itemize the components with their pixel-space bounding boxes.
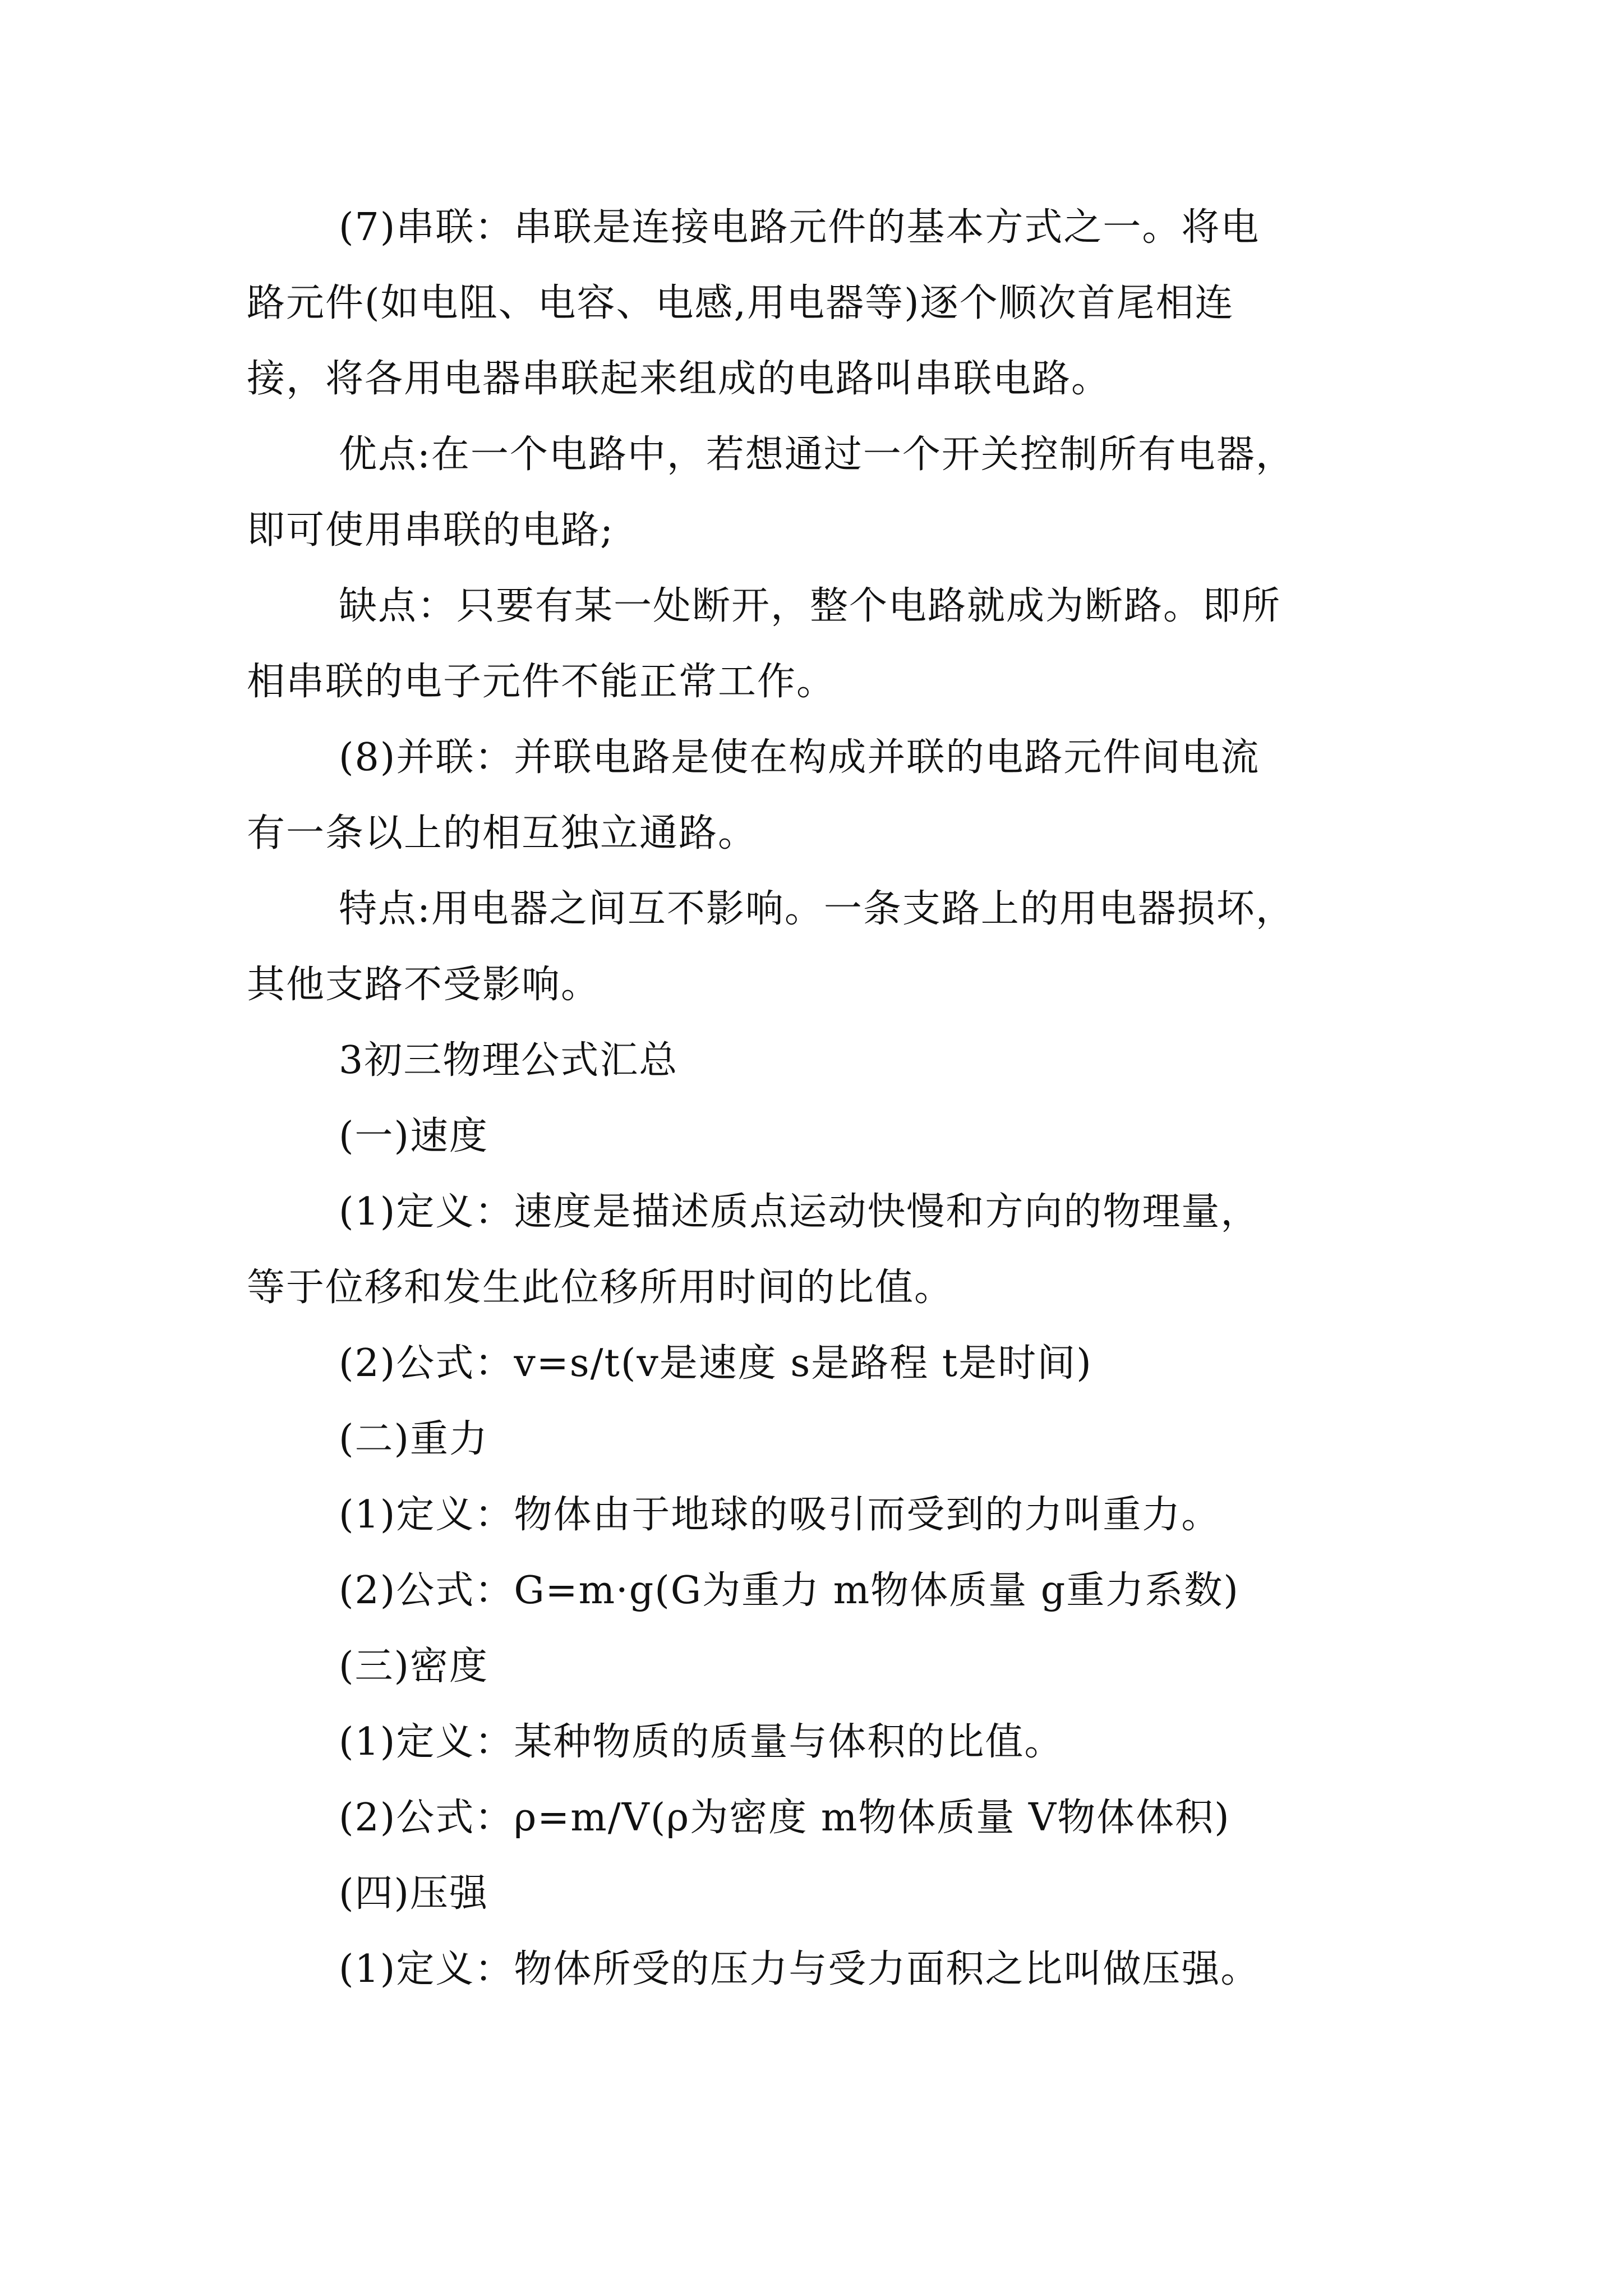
text-line: (7)串联：串联是连接电路元件的基本方式之一。将电 <box>339 205 1260 250</box>
text-line: 等于位移和发生此位移所用时间的比值。 <box>247 1266 954 1310</box>
text-line: (1)定义：物体由于地球的吸引而受到的力叫重力。 <box>339 1493 1221 1537</box>
formula-line: (2)公式：G=m·g(G为重力 m物体质量 g重力系数) <box>339 1568 1239 1613</box>
section-heading: 3初三物理公式汇总 <box>339 1038 679 1083</box>
text-line: (1)定义：某种物质的质量与体积的比值。 <box>339 1720 1064 1764</box>
text-line: (8)并联：并联电路是使在构成并联的电路元件间电流 <box>339 735 1260 780</box>
text-line: (1)定义：速度是描述质点运动快慢和方向的物理量， <box>339 1190 1260 1234</box>
text-line: (1)定义：物体所受的压力与受力面积之比叫做压强。 <box>339 1947 1260 1991</box>
text-line: 接，将各用电器串联起来组成的电路叫串联电路。 <box>247 357 1111 401</box>
text-line: 缺点：只要有某一处断开，整个电路就成为断路。即所 <box>339 584 1281 628</box>
text-line: 优点:在一个电路中，若想通过一个开关控制所有电器， <box>339 432 1295 477</box>
text-line: 有一条以上的相互独立通路。 <box>247 811 758 855</box>
text-line: 特点:用电器之间互不影响。一条支路上的用电器损坏， <box>339 887 1295 931</box>
subsection-heading: (二)重力 <box>339 1417 489 1461</box>
formula-line: (2)公式：v=s/t(v是速度 s是路程 t是时间) <box>339 1341 1092 1386</box>
text-line: 其他支路不受影响。 <box>247 963 601 1007</box>
formula-line: (2)公式：ρ=m/V(ρ为密度 m物体质量 V物体体积) <box>339 1796 1230 1840</box>
text-line: 路元件(如电阻、电容、电感,用电器等)逐个顺次首尾相连 <box>247 281 1234 325</box>
text-line: 相串联的电子元件不能正常工作。 <box>247 660 836 704</box>
subsection-heading: (一)速度 <box>339 1114 489 1158</box>
text-line: 即可使用串联的电路; <box>247 508 614 553</box>
subsection-heading: (三)密度 <box>339 1644 489 1688</box>
subsection-heading: (四)压强 <box>339 1871 489 1916</box>
